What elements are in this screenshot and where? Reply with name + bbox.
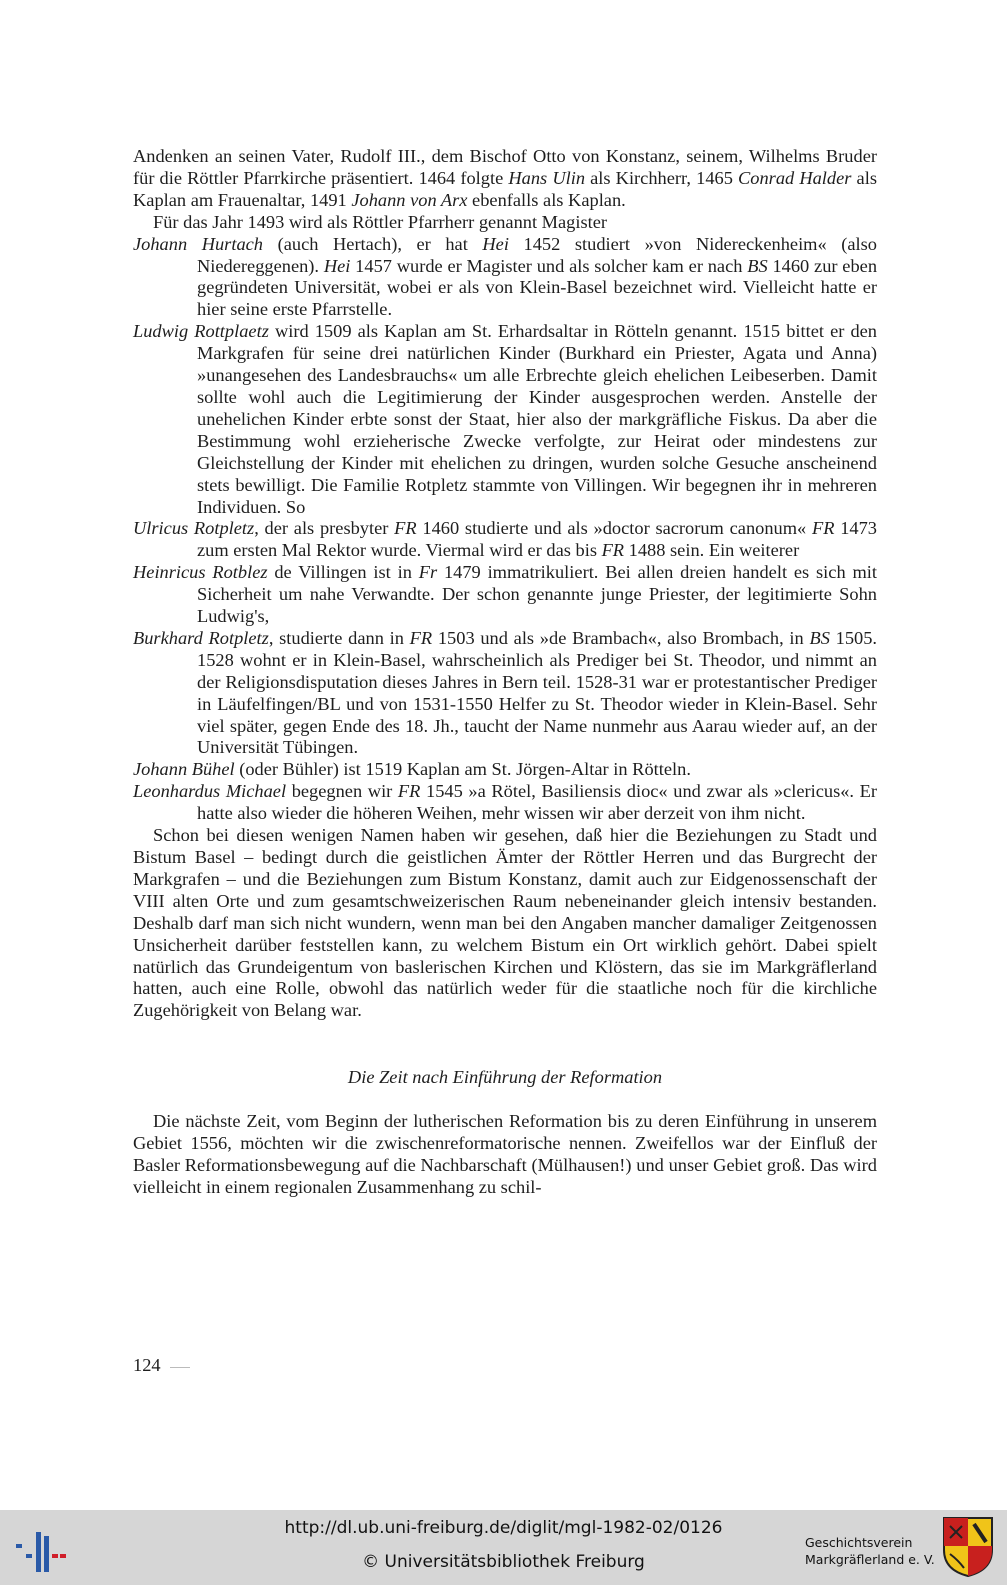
section-heading: Die Zeit nach Einführung der Reformation [347,1067,663,1088]
paragraph [133,1111,877,1199]
text: Für das Jahr 1493 wird als Röttler Pfarrherr genannt Magister [153,211,608,232]
text: Andenken an seinen Vater, Rudolf III., dem Bischof Otto von Konstanz, seinem, Wilhelms Bruder für die Röttler Pfarrkirche präsentiert. 1464 folgte [133,146,877,188]
person-name: Ulricus Rotpletz [133,518,255,539]
person-name: Heinricus Rotblez [133,562,268,583]
text: als Kirchherr, 1465 [585,167,739,188]
abbreviation: FR [601,540,625,561]
list-item [133,321,877,518]
text: 1473 zum ersten Mal Rektor wurde. Viermal wird er das bis [197,518,877,561]
text: 1503 und als »de Brambach«, also Brombach, in [432,627,810,648]
text: begegnen wir [286,781,398,802]
person-name: Johann Hurtach [133,233,264,254]
footer-bar [0,1510,1007,1585]
text: (auch Hertach), er hat [263,233,483,254]
abbreviation: FR [397,781,421,802]
document-url[interactable]: http://dl.ub.uni-freiburg.de/diglit/mgl-1982-02/0126 [284,1518,723,1538]
person-name: Burkhard Rotpletz [133,627,269,648]
abbreviation: Hei [323,255,351,276]
text: (oder Bühler) ist 1519 Kaplan am St. Jörgen-Altar in Rötteln. [234,759,691,780]
text: als Kaplan am Frauenaltar, 1491 [133,167,877,210]
abbreviation: FR [409,627,433,648]
paragraph [133,825,877,1022]
text: 1545 »a Rötel, Basiliensis dioc« und zwar als »clericus«. Er hatte also wieder die höheren Weihen, mehr wissen wir aber derzeit von ihm nicht. [197,781,877,824]
abbreviation: Fr [418,562,438,583]
page-number: 124 [133,1355,161,1375]
text: , der als presbyter [254,518,395,539]
person-name: Johann Bühel [133,759,235,780]
abbreviation: FR [811,518,835,539]
person-name: Leonhardus Michael [133,781,287,802]
text: 1488 sein. Ein weiterer [624,540,800,561]
society-name [805,1534,935,1568]
text: 1457 wurde er Magister und als solcher kam er nach [350,255,748,276]
abbreviation: BS [809,627,830,648]
abbreviation: Hei [482,233,509,254]
society-line: Geschichtsverein [805,1535,913,1550]
divider [170,1367,190,1368]
person-name: Hans Ulin [508,167,586,188]
person-name: Conrad Halder [738,167,852,188]
document-body [133,146,877,1199]
person-name: Johann von Arx [351,189,468,210]
list-item [133,562,877,628]
text: ebenfalls als Kaplan. [467,189,626,210]
text: Die nächste Zeit, vom Beginn der lutherischen Reformation bis zu deren Einführung in unserem Gebiet 1556, möchten wir die zwischenreformatorische nennen. Zweifellos war der Einfluß der Basler Reformationsbewegung auf die Nachbarschaft (Mülhausen!) und unser Gebiet groß. Das wird vielleicht in einem regionalen Zusammenhang zu schil- [133,1111,877,1197]
abbreviation: BS [747,255,768,276]
list-item [133,234,877,322]
text: 1460 studierte und als »doctor sacrorum canonum« [416,518,812,539]
abbreviation: FR [394,518,417,539]
text: 1505. 1528 wohnt er in Klein-Basel, wahrscheinlich als Prediger bei St. Theodor, und nimmt an der Religionsdisputation dieses Jahres in Bern teil. 1528-31 war er protestantischer Prediger in Läufelfingen/BL und von 1531-1550 Helfer zu St. Theodor wieder in Klein-Basel. Sehr viel später, gegen Ende des 18. Jh., taucht der Name nunmehr aus Aarau wieder auf, an der Universität Tübingen. [197,627,878,758]
society-line: Markgräflerland e. V. [805,1552,935,1567]
text: de Villingen ist in [267,562,419,583]
list-item [133,781,877,825]
text: 1452 studiert »von Nidereckenheim« (also Niedereggenen). [197,233,877,276]
text: 1479 immatrikuliert. Bei allen dreien handelt es sich mit Sicherheit um nahe Verwandte. Der schon genannte junge Priester, der legitimierte Sohn Ludwig's, [197,562,877,627]
text: Schon bei diesen wenigen Namen haben wir gesehen, daß hier die Beziehungen zu Stadt und Bistum Basel – bedingt durch die geistlichen Ämter der Röttler Herren und das Burgrecht der Markgrafen – und die Beziehungen zum Bistum Konstanz, damit auch zur Eidgenossenschaft der VIII alten Orte und zum gesamtschweizerischen Raum nebeneinander gleich intensiv bestanden. Deshalb darf man sich nicht wundern, wenn man bei den Angaben mancher damaliger Zeitgenossen Unsicherheit darüber feststellen kann, zu welchem Bistum ein Ort wirklich gehört. Dabei spielt natürlich das Grundeigentum von baslerischen Kirchen und Klöstern, das sie im Markgräflerland hatten, auch eine Rolle, obwohl das natürlich weder für die staatliche noch für die kirchliche Zugehörigkeit von Belang war. [133,825,877,1021]
paragraph [133,212,877,234]
list-item [133,628,877,759]
paragraph [133,146,877,212]
text: 1460 zur eben gegründeten Universität, wobei er als von Klein-Basel bezeichnet wird. Vielleicht hatte er hier seine erste Pfarrstelle. [197,255,878,320]
text: wird 1509 als Kaplan am St. Erhardsaltar in Rötteln genannt. 1515 bittet er den Markgrafen für seine drei natürlichen Kinder (Burkhard ein Priester, Agata und Anna) »unangesehen des Landesbrauchs« um alle Erbrechte gleich ehelichen Leibeserben. Damit sollte wohl auch die Legitimierung der Kinder ausgesprochen werden. Anstelle der unehelichen Kinder erbte sonst der Staat, hier also der markgräfliche Fiskus. Da aber die Bestimmung wohl erzieherische Zwecke verfolgte, zur Heirat oder mindestens zur Gleichstellung der Kinder mit ehelichen zu dringen, wurden solche Gesuche anscheinend stets bewilligt. Die Familie Rotpletz stammte von Villingen. Wir begegnen ihr in mehreren Individuen. So [197,321,877,517]
list-item [133,759,877,781]
person-name: Ludwig Rottplaetz [133,321,269,342]
text: , studierte dann in [268,627,410,648]
copyright-text: © Universitätsbibliothek Freiburg [362,1552,645,1572]
coat-of-arms-icon [942,1516,994,1578]
list-item [133,518,877,562]
